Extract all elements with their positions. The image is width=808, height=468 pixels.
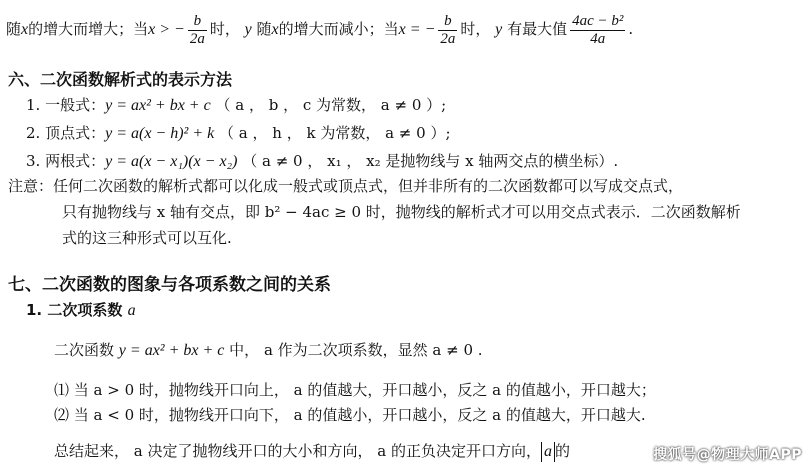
text: 二次函数 bbox=[54, 341, 115, 359]
formula-note: （ a ， h ， k 为常数， a ≠ 0 ）; bbox=[219, 124, 451, 142]
note-line: 式的这三种形式可以互化. bbox=[62, 229, 232, 247]
fraction bbox=[438, 13, 457, 48]
text: 随 bbox=[256, 20, 272, 38]
fraction-numerator: b bbox=[438, 13, 457, 31]
subsection-title bbox=[26, 300, 136, 321]
note-line: 注意：任何二次函数的解析式都可以化成一般式或顶点式，但并非所有的二次函数都可以写成交点式， bbox=[8, 177, 684, 195]
abs-value: a bbox=[541, 442, 555, 462]
formula: y = ax² + bx + c bbox=[105, 97, 211, 114]
watermark-text: 搜狐号@物理大师APP bbox=[653, 447, 802, 463]
paragraph bbox=[54, 340, 483, 361]
summary-line bbox=[54, 441, 570, 462]
section-6-title: 六、二次函数解析式的表示方法 bbox=[8, 70, 233, 89]
fraction-denominator: 4a bbox=[590, 30, 606, 47]
formula-note: （ a ， b ， c 为常数， a ≠ 0 ）; bbox=[215, 96, 447, 114]
math-x: x bbox=[271, 21, 279, 38]
fraction-numerator: 4ac − b² bbox=[572, 12, 624, 29]
text: 中， a 作为二次项系数，显然 a ≠ 0 . bbox=[229, 341, 483, 359]
math-y: y bbox=[495, 21, 503, 38]
item-label: 1. 一般式： bbox=[26, 96, 106, 114]
note-line: 只有抛物线与 x 轴有交点，即 b² − 4ac ≥ 0 时，抛物线的解析式才可以用交点式表示．二次函数解析 bbox=[62, 203, 741, 221]
formula-roots bbox=[26, 151, 618, 172]
subsection-label: 1. 二次项系数 bbox=[26, 301, 123, 319]
fraction-denominator: 2a bbox=[440, 30, 456, 47]
formula: y = a(x − x₁)(x − x₂) bbox=[105, 153, 238, 170]
math-y: y bbox=[244, 21, 252, 38]
fraction bbox=[570, 13, 625, 48]
fraction-numerator: b bbox=[188, 13, 207, 31]
formula: y = ax² + bx + c bbox=[118, 342, 225, 359]
top-line bbox=[6, 8, 633, 50]
item-label: 3. 两根式： bbox=[26, 152, 106, 170]
text: 的增大而减小；当 bbox=[278, 20, 399, 38]
case-item: ⑴ 当 a > 0 时，抛物线开口向上， a 的值越大，开口越小，反之 a 的值越小，开口越大； bbox=[54, 381, 656, 399]
text: 随 bbox=[6, 20, 22, 38]
math-a: a bbox=[127, 302, 136, 319]
fraction bbox=[188, 13, 207, 48]
text: 时， bbox=[460, 20, 491, 38]
math-condition: x = − bbox=[398, 21, 436, 38]
text: 总结起来， a 决定了抛物线开口的大小和方向， a 的正负决定开口方向， bbox=[54, 442, 541, 460]
case-item: ⑵ 当 a < 0 时，抛物线开口向下， a 的值越小，开口越小，反之 a 的值越大，开口越大. bbox=[54, 406, 646, 424]
text: . bbox=[628, 20, 634, 38]
formula-note: （ a ≠ 0 ， x₁ ， x₂ 是抛物线与 x 轴两交点的横坐标）. bbox=[242, 152, 619, 170]
math-x: x bbox=[21, 21, 29, 38]
formula: y = a(x − h)² + k bbox=[105, 125, 215, 142]
text: 的 bbox=[554, 442, 570, 460]
fraction-denominator: 2a bbox=[189, 30, 205, 47]
formula-vertex bbox=[26, 123, 451, 144]
text: 的增大而增大；当 bbox=[28, 20, 149, 38]
formula-general bbox=[26, 95, 446, 116]
text: 有最大值 bbox=[507, 20, 568, 38]
section-7-title: 七、二次函数的图象与各项系数之间的关系 bbox=[8, 275, 331, 295]
item-label: 2. 顶点式： bbox=[26, 124, 106, 142]
text: 时， bbox=[209, 20, 240, 38]
math-condition: x > − bbox=[148, 21, 185, 38]
